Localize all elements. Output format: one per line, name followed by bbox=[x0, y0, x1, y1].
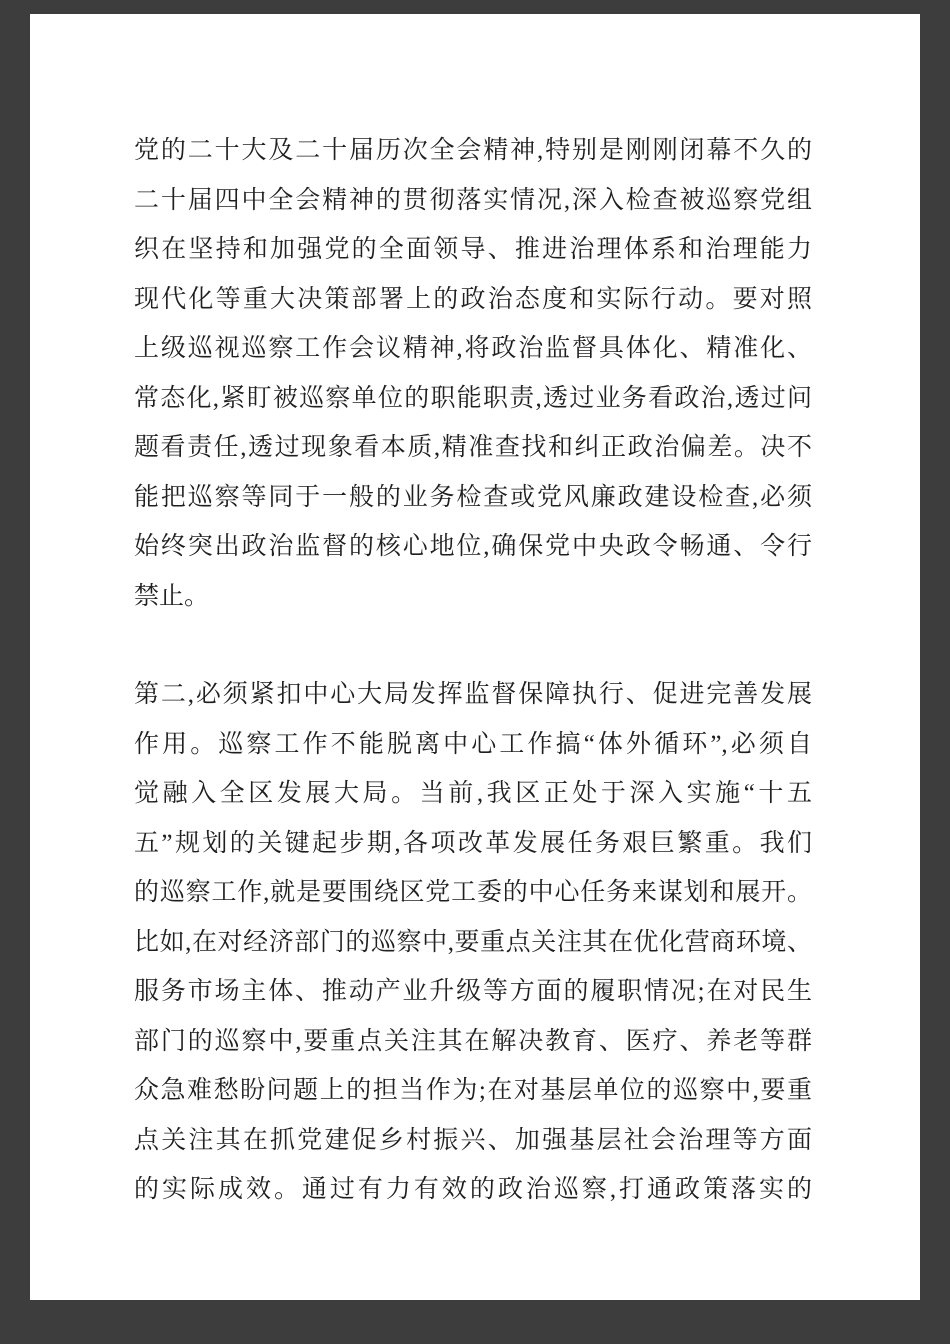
document-line: 服务市场主体、推动产业升级等方面的履职情况;在对民生 bbox=[134, 978, 812, 1005]
document-text-block bbox=[30, 14, 920, 1215]
document-line: 的巡察工作,就是要围绕区党工委的中心任务来谋划和展开。 bbox=[134, 879, 812, 906]
document-line: 禁止。 bbox=[134, 582, 210, 610]
document-line: 部门的巡察中,要重点关注其在解决教育、医疗、养老等群 bbox=[134, 1027, 812, 1055]
paragraph-1 bbox=[134, 126, 812, 621]
document-line: 现代化等重大决策部署上的政治态度和实际行动。要对照 bbox=[134, 285, 812, 313]
document-line: 织在坚持和加强党的全面领导、推进治理体系和治理能力 bbox=[134, 236, 812, 263]
paragraph-2 bbox=[134, 670, 812, 1215]
document-line: 常态化,紧盯被巡察单位的职能职责,透过业务看政治,透过问 bbox=[134, 384, 812, 412]
document-line: 题看责任,透过现象看本质,精准查找和纠正政治偏差。决不 bbox=[134, 434, 812, 461]
document-line: 比如,在对经济部门的巡察中,要重点关注其在优化营商环境、 bbox=[134, 928, 812, 956]
document-line: 众急难愁盼问题上的担当作为;在对基层单位的巡察中,要重 bbox=[134, 1077, 812, 1104]
document-line: 能把巡察等同于一般的业务检查或党风廉政建设检查,必须 bbox=[134, 483, 812, 511]
document-line: 作用。巡察工作不能脱离中心工作搞“体外循环”,必须自 bbox=[134, 730, 812, 758]
document-page bbox=[30, 14, 920, 1300]
document-line: 觉融入全区发展大局。当前,我区正处于深入实施“十五 bbox=[134, 780, 812, 807]
document-line: 五”规划的关键起步期,各项改革发展任务艰巨繁重。我们 bbox=[134, 829, 812, 857]
document-line: 上级巡视巡察工作会议精神,将政治监督具体化、精准化、 bbox=[134, 335, 812, 362]
document-line: 第二,必须紧扣中心大局发挥监督保障执行、促进完善发展 bbox=[134, 681, 812, 708]
document-line: 的实际成效。通过有力有效的政治巡察,打通政策落实的 bbox=[134, 1176, 812, 1203]
document-line: 点关注其在抓党建促乡村振兴、加强基层社会治理等方面 bbox=[134, 1126, 812, 1154]
document-line: 始终突出政治监督的核心地位,确保党中央政令畅通、令行 bbox=[134, 533, 812, 560]
document-line: 二十届四中全会精神的贯彻落实情况,深入检查被巡察党组 bbox=[134, 186, 812, 214]
document-line: 党的二十大及二十届历次全会精神,特别是刚刚闭幕不久的 bbox=[134, 137, 812, 164]
